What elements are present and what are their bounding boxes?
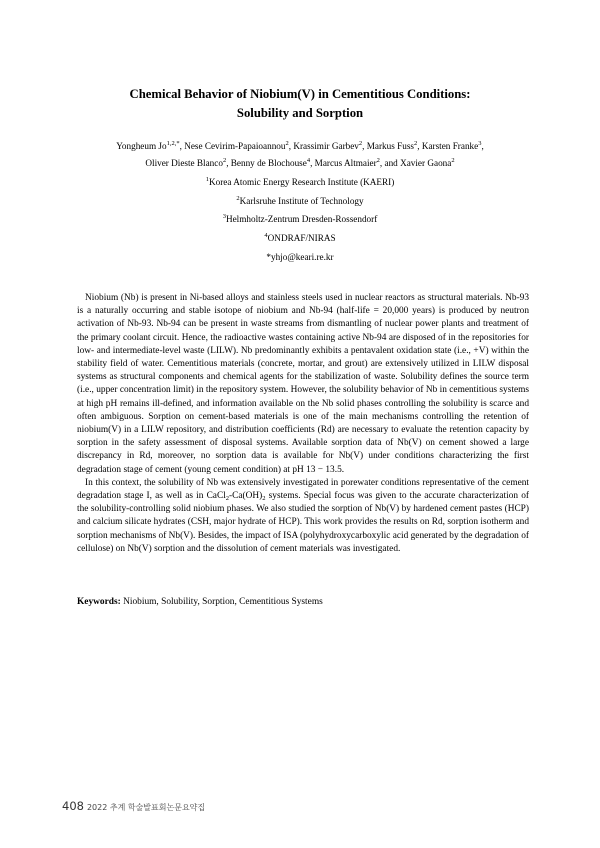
proceedings-title: 2022 추계 학술발표회논문요약집 <box>86 803 206 812</box>
affiliation-2: $^2$Karlsruhe Institute of Technology <box>236 195 364 206</box>
keywords <box>77 597 529 607</box>
author: Marcus Altmaier <box>314 158 377 168</box>
author: and Xavier Gaona <box>384 158 452 168</box>
abstract-paragraph-2: In this context, the solubility of Nb was extensively investigated in porewater conditions representative of the cement degradation stage I, as well as in $CaCl_2-Ca(OH)_2$ systems. Special focus was given to the accurate characterization of the solubility-controlling solid niobium phases. We also studied the sorption of Nb(V) by hardened cement pastes (HCP) and calcium silicate hydrates (CSH, major hydrate of HCP). This work provides the results on Rd, sorption isotherm and sorption mechanisms of Nb(V). Besides, the impact of ISA (polyhydroxycarboxylic acid generated by the degradation of cellulose) on Nb(V) sorption and the dissolution of cement materials was investigated. <box>77 477 530 554</box>
title-line-1: Chemical Behavior of Niobium(V) in Cementitious Conditions: <box>129 87 471 101</box>
author: Benny de Blochouse <box>230 158 307 168</box>
page-footer <box>62 795 205 814</box>
title-line-2: Solubility and Sorption <box>236 106 364 120</box>
authors-line-2: Oliver Dieste Blanco$^2$, Benny de Blochouse$^4$, Marcus Altmaier$^2$, and Xavier Gaona$^2$ <box>145 157 455 168</box>
affiliation-1: $^1$Korea Atomic Energy Research Institute (KAERI) <box>205 176 395 187</box>
page-number: 408 <box>62 799 84 813</box>
affiliation-3: $^3$Helmholtz-Zentrum Dresden-Rossendorf <box>222 213 378 224</box>
abstract <box>77 292 529 556</box>
affiliation-4: $^4$ONDRAF/NIRAS <box>264 232 336 243</box>
keywords-label: Keywords: <box>77 597 121 607</box>
author: Oliver Dieste Blanco <box>145 158 223 168</box>
paper-title <box>60 85 540 123</box>
abstract-paragraph-1: Niobium (Nb) is present in Ni-based alloys and stainless steels used in nuclear reactors as structural materials. Nb-93 is a naturally occurring and stable isotope of niobium and Nb-94 (half-life = 20,000 years) is produced by neutron activation of Nb-93. Nb-94 can be present in waste streams from dismantling of nuclear power plants and treatment of the primary coolant circuit. Hence, the radioactive wastes containing active Nb-94 are disposed of in the repositories for low- and intermediate-level waste (LILW). Nb predominantly exhibits a pentavalent oxidation state (i.e., +V) within the stability field of water. Cementitious materials (concrete, mortar, and grout) are extensively utilized in LILW disposal systems as structural components and chemical agents for the stabilization of waste. Solubility defines the source term (i.e., upper concentration limit) in the repository system. However, the solubility behavior of Nb in cementitious systems at high pH remains ill-defined, and information available on the Nb solid phases controlling the solubility is scarce and often ambiguous. Sorption on cement-based materials is one of the main mechanisms controlling the retention of niobium(V) in a LILW repository, and distribution coefficients (Rd) are necessary to evaluate the retention capacity by sorption in the safety assessment of disposal systems. Available sorption data of Nb(V) on cement showed a large discrepancy in Rd, moreover, no sorption data is available for Nb(V) under conditions characterizing the first degradation stage of cement (young cement condition) at pH 13 − 13.5. <box>77 293 529 475</box>
author: Yongheum Jo <box>116 141 167 151</box>
keywords-text: Niobium, Solubility, Sorption, Cementitious Systems <box>120 597 323 607</box>
authors-line-1: Yongheum $Jo^{1,2,*}$, Nese Cevirim-Papaioannou$^2$, Krassimir Garbev$^2$, Markus Fuss$^2$, Karsten Franke$^3$, <box>116 140 484 151</box>
author: Nese Cevirim-Papaioannou <box>184 141 286 151</box>
corresponding-email: *yhjo@keari.re.kr <box>266 252 334 262</box>
author: Krassimir Garbev <box>293 141 359 151</box>
author: Karsten Franke <box>421 141 479 151</box>
author: Markus Fuss <box>366 141 414 151</box>
